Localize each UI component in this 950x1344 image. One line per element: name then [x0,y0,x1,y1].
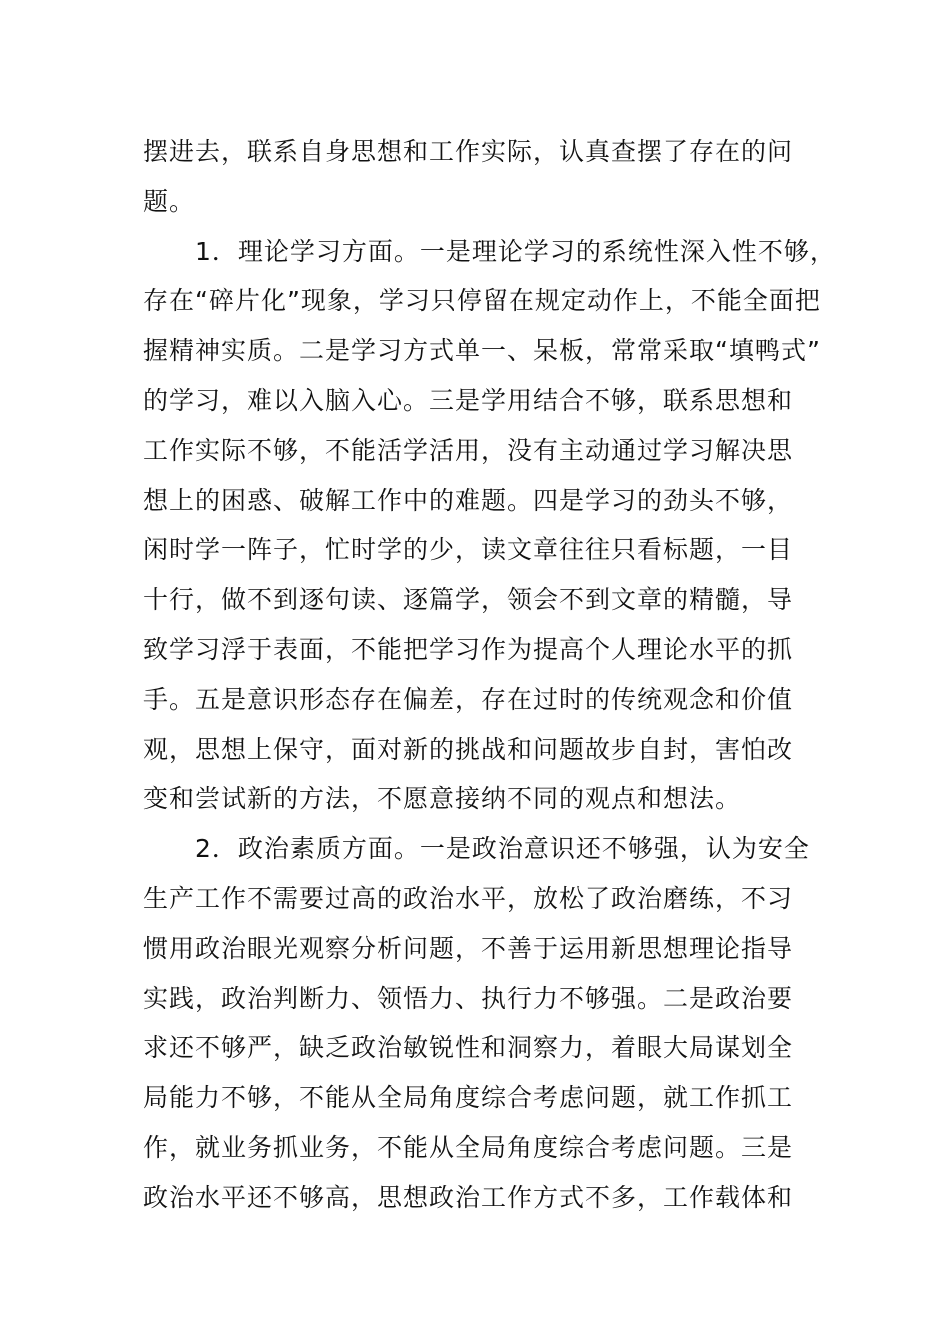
text-line: 题。 [143,186,196,216]
text-line: 的学习，难以入脑入心。三是学用结合不够，联系思想和 [143,385,794,415]
text-line: 致学习浮于表面，不能把学习作为提高个人理论水平的抓 [143,634,794,664]
text-line: 十行，做不到逐句读、逐篇学，领会不到文章的精髓，导 [143,585,794,615]
text-line: 惯用政治眼光观察分析问题，不善于运用新思想理论指导 [143,933,794,963]
text-line: 握精神实质。二是学习方式单一、呆板，常常采取“填鸭式” [143,336,821,366]
text-line: 作，就业务抓业务，不能从全局角度综合考虑问题。三是 [143,1132,794,1162]
text-line: 想上的困惑、破解工作中的难题。四是学习的劲头不够， [143,485,794,515]
text-line: 生产工作不需要过高的政治水平，放松了政治磨练，不习 [143,883,794,913]
text-line: 求还不够严，缺乏政治敏锐性和洞察力，着眼大局谋划全 [143,1033,794,1063]
text-line: 存在“碎片化”现象，学习只停留在规定动作上，不能全面把 [143,286,821,316]
text-line: 政治水平还不够高，思想政治工作方式不多，工作载体和 [143,1182,794,1212]
paragraph-2-heading-line: 2．政治素质方面。一是政治意识还不够强，认为安全 [143,834,810,864]
text-line: 摆进去，联系自身思想和工作实际，认真查摆了存在的问 [143,137,794,166]
text-line: 局能力不够，不能从全局角度综合考虑问题，就工作抓工 [143,1083,794,1113]
text-line: 实践，政治判断力、领悟力、执行力不够强。二是政治要 [143,983,794,1013]
paragraph-1-heading-line: 1．理论学习方面。一是理论学习的系统性深入性不够， [143,236,836,266]
text-line: 手。五是意识形态存在偏差，存在过时的传统观念和价值 [143,684,794,714]
text-line: 闲时学一阵子，忙时学的少，读文章往往只看标题，一目 [143,535,794,565]
text-line: 观，思想上保守，面对新的挑战和问题故步自封，害怕改 [143,734,794,764]
text-line: 变和尝试新的方法，不愿意接纳不同的观点和想法。 [143,784,742,814]
text-line: 工作实际不够，不能活学活用，没有主动通过学习解决思 [143,435,794,465]
body-text [143,127,836,1223]
